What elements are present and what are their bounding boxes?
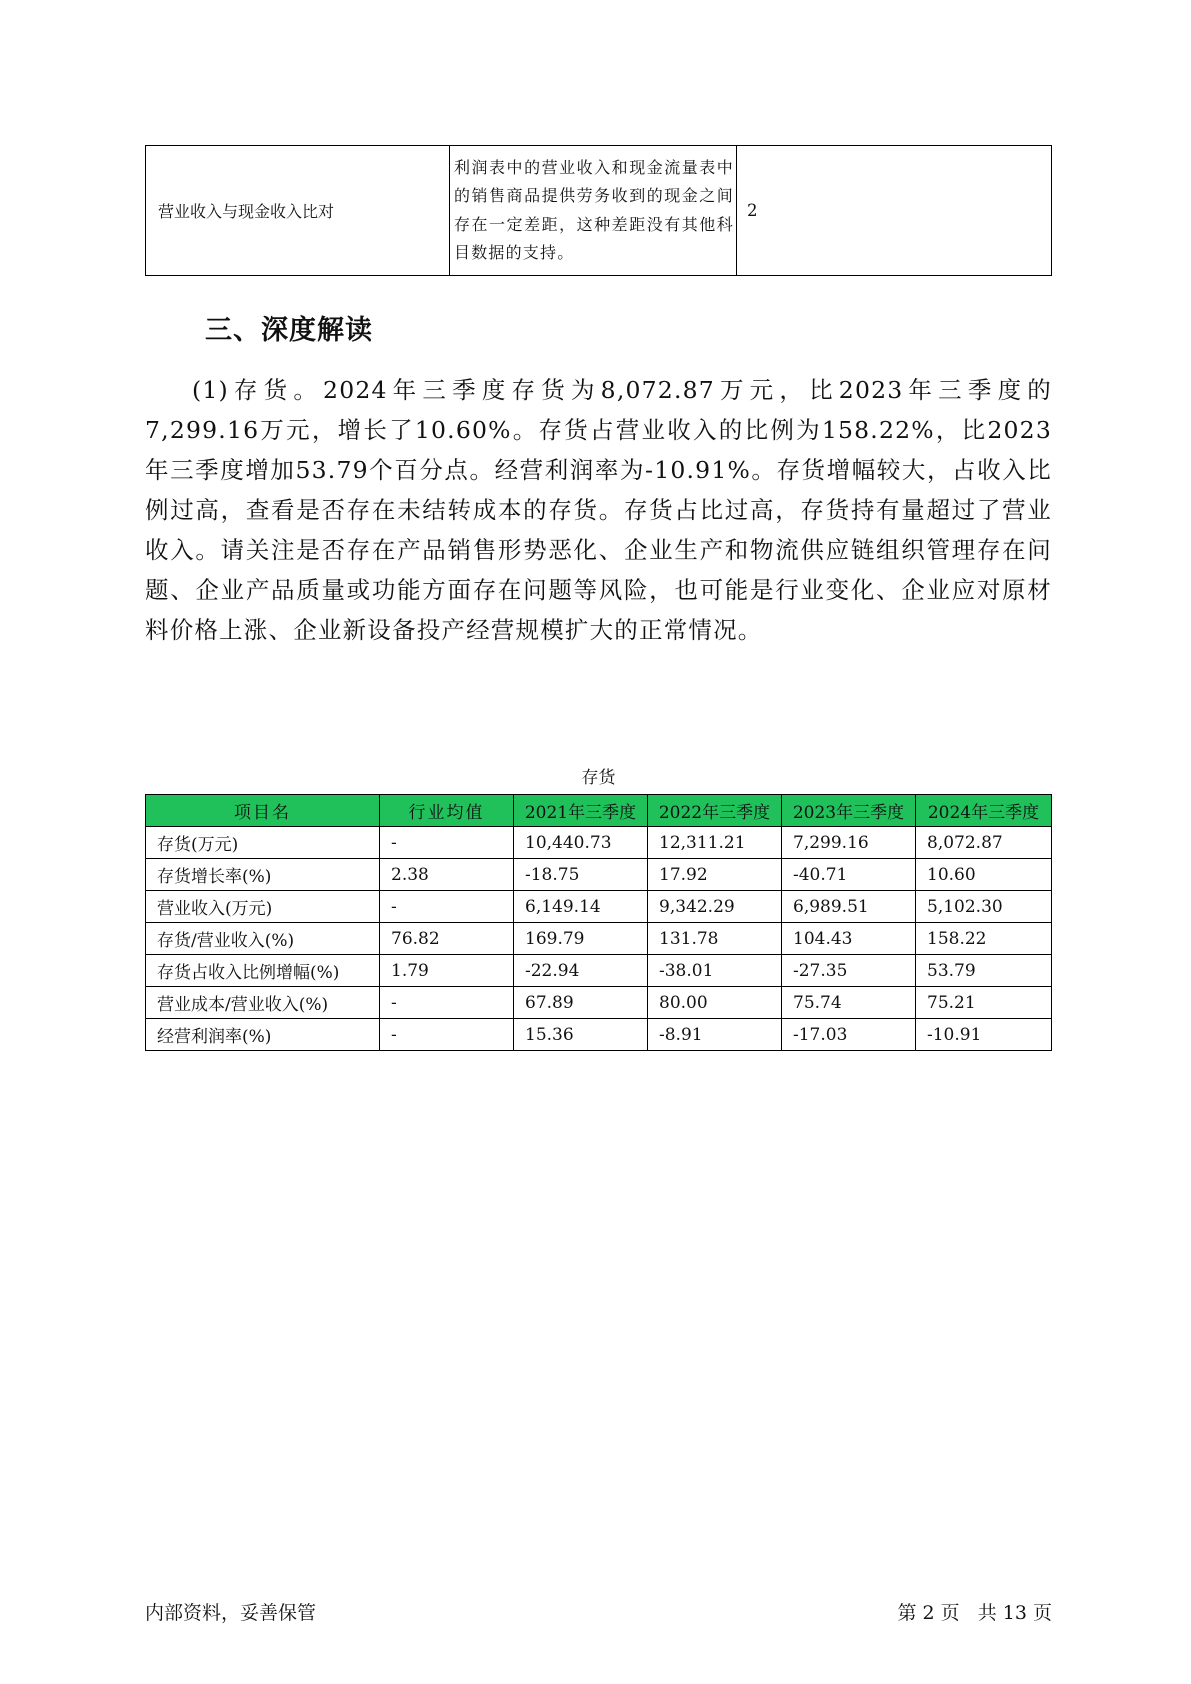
risk-item-name: 营业收入与现金收入比对 bbox=[146, 146, 450, 276]
cell-2022q3: 12,311.21 bbox=[648, 827, 782, 859]
column-header-2021q3: 2021年三季度 bbox=[514, 795, 648, 827]
footer-page-number: 第 2 页 共 13 页 bbox=[897, 1602, 1052, 1624]
cell-item: 经营利润率(%) bbox=[146, 1019, 380, 1051]
cell-2021q3: -22.94 bbox=[514, 955, 648, 987]
cell-2023q3: -40.71 bbox=[782, 859, 916, 891]
cell-2024q3: 53.79 bbox=[916, 955, 1052, 987]
cell-2023q3: 7,299.16 bbox=[782, 827, 916, 859]
cell-industry-avg: - bbox=[380, 1019, 514, 1051]
cell-2023q3: 6,989.51 bbox=[782, 891, 916, 923]
cell-2022q3: -38.01 bbox=[648, 955, 782, 987]
table-row bbox=[146, 859, 1052, 891]
cell-item: 存货/营业收入(%) bbox=[146, 923, 380, 955]
cell-item: 营业收入(万元) bbox=[146, 891, 380, 923]
cell-2023q3: 104.43 bbox=[782, 923, 916, 955]
cell-industry-avg: 1.79 bbox=[380, 955, 514, 987]
cell-2021q3: 67.89 bbox=[514, 987, 648, 1019]
cell-item: 存货占收入比例增幅(%) bbox=[146, 955, 380, 987]
cell-2024q3: 158.22 bbox=[916, 923, 1052, 955]
cell-industry-avg: 76.82 bbox=[380, 923, 514, 955]
inventory-table bbox=[145, 794, 1052, 1051]
cell-2021q3: 6,149.14 bbox=[514, 891, 648, 923]
cell-2022q3: 131.78 bbox=[648, 923, 782, 955]
table-row bbox=[146, 891, 1052, 923]
table-row bbox=[146, 1019, 1052, 1051]
column-header-item: 项目名 bbox=[146, 795, 380, 827]
cell-2022q3: 17.92 bbox=[648, 859, 782, 891]
risk-item-description: 利润表中的营业收入和现金流量表中的销售商品提供劳务收到的现金之间存在一定差距，这种差距没有其他科目数据的支持。 bbox=[450, 146, 737, 276]
cell-2022q3: 80.00 bbox=[648, 987, 782, 1019]
cell-2024q3: 10.60 bbox=[916, 859, 1052, 891]
cell-2022q3: 9,342.29 bbox=[648, 891, 782, 923]
cell-2021q3: 10,440.73 bbox=[514, 827, 648, 859]
cell-industry-avg: - bbox=[380, 987, 514, 1019]
column-header-2022q3: 2022年三季度 bbox=[648, 795, 782, 827]
cell-2021q3: 169.79 bbox=[514, 923, 648, 955]
cell-2023q3: -27.35 bbox=[782, 955, 916, 987]
footer-confidential-note: 内部资料，妥善保管 bbox=[145, 1602, 317, 1624]
cell-2021q3: -18.75 bbox=[514, 859, 648, 891]
table-row bbox=[146, 955, 1052, 987]
column-header-industry-avg: 行业均值 bbox=[380, 795, 514, 827]
cell-item: 存货(万元) bbox=[146, 827, 380, 859]
cell-industry-avg: - bbox=[380, 827, 514, 859]
table-caption: 存货 bbox=[581, 768, 616, 788]
table-row bbox=[146, 827, 1052, 859]
cell-2023q3: 75.74 bbox=[782, 987, 916, 1019]
cell-industry-avg: 2.38 bbox=[380, 859, 514, 891]
table-row bbox=[146, 146, 1052, 276]
table-row bbox=[146, 923, 1052, 955]
risk-item-table bbox=[145, 145, 1052, 276]
analysis-paragraph: (1)存货。2024年三季度存货为8,072.87万元，比2023年三季度的7,299.16万元，增长了10.60%。存货占营业收入的比例为158.22%，比2023年三季度增加53.79个百分点。经营利润率为-10.91%。存货增幅较大，占收入比例过高，查看是否存在未结转成本的存货。存货占比过高，存货持有量超过了营业收入。请关注是否存在产品销售形势恶化、企业生产和物流供应链组织管理存在问题、企业产品质量或功能方面存在问题等风险，也可能是行业变化、企业应对原材料价格上涨、企业新设备投产经营规模扩大的正常情况。 bbox=[145, 376, 1052, 644]
risk-item-score: 2 bbox=[737, 146, 1052, 276]
cell-2023q3: -17.03 bbox=[782, 1019, 916, 1051]
cell-item: 存货增长率(%) bbox=[146, 859, 380, 891]
table-header-row bbox=[146, 795, 1052, 827]
cell-2021q3: 15.36 bbox=[514, 1019, 648, 1051]
column-header-2023q3: 2023年三季度 bbox=[782, 795, 916, 827]
cell-item: 营业成本/营业收入(%) bbox=[146, 987, 380, 1019]
column-header-2024q3: 2024年三季度 bbox=[916, 795, 1052, 827]
cell-2024q3: 8,072.87 bbox=[916, 827, 1052, 859]
cell-2022q3: -8.91 bbox=[648, 1019, 782, 1051]
table-row bbox=[146, 987, 1052, 1019]
cell-2024q3: -10.91 bbox=[916, 1019, 1052, 1051]
cell-2024q3: 5,102.30 bbox=[916, 891, 1052, 923]
section-heading: 三、深度解读 bbox=[205, 315, 373, 346]
cell-2024q3: 75.21 bbox=[916, 987, 1052, 1019]
cell-industry-avg: - bbox=[380, 891, 514, 923]
